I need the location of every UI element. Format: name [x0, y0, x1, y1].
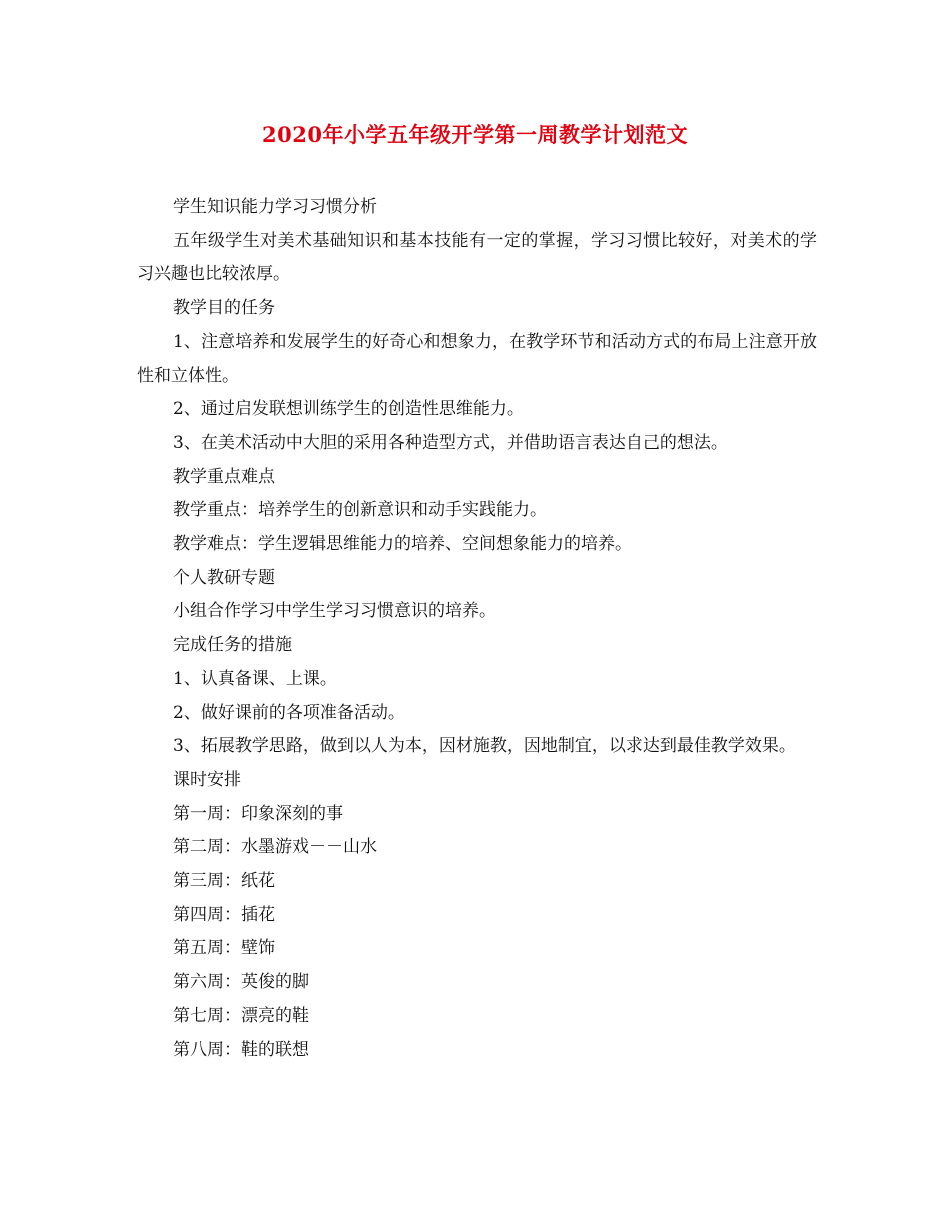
measure-item-2: 2、做好课前的各项准备活动。 — [173, 702, 405, 723]
difficult-point: 教学难点：学生逻辑思维能力的培养、空间想象能力的培养。 — [173, 534, 632, 555]
schedule-week-4: 第四周：插花 — [173, 904, 275, 925]
schedule-week-7: 第七周：漂亮的鞋 — [173, 1005, 309, 1026]
measure-item-3: 3、拓展教学思路，做到以人为本，因材施教，因地制宜，以求达到最佳教学效果。 — [173, 736, 796, 757]
key-point: 教学重点：培养学生的创新意识和动手实践能力。 — [173, 500, 547, 521]
research-topic: 小组合作学习中学生学习习惯意识的培养。 — [173, 601, 496, 622]
section-heading-schedule: 课时安排 — [173, 769, 241, 790]
section-heading-key-points: 教学重点难点 — [173, 466, 275, 487]
task-item-1: 1、注意培养和发展学生的好奇心和想象力，在教学环节和活动方式的布局上注意开放性和立体性。 — [137, 331, 817, 386]
section-heading-measures: 完成任务的措施 — [173, 635, 292, 656]
schedule-week-5: 第五周：壁饰 — [173, 938, 275, 959]
document-title: 2020年小学五年级开学第一周教学计划范文 — [262, 122, 688, 147]
measure-item-1: 1、认真备课、上课。 — [173, 668, 337, 689]
schedule-week-3: 第三周：纸花 — [173, 871, 275, 892]
document-body — [137, 191, 817, 1067]
schedule-week-1: 第一周：印象深刻的事 — [173, 803, 343, 824]
section-heading-tasks: 教学目的任务 — [173, 298, 275, 319]
schedule-week-8: 第八周：鞋的联想 — [173, 1039, 309, 1060]
schedule-week-2: 第二周：水墨游戏－－山水 — [173, 837, 377, 858]
schedule-week-6: 第六周：英俊的脚 — [173, 972, 309, 993]
section-heading-analysis: 学生知识能力学习习惯分析 — [173, 197, 377, 217]
task-item-3: 3、在美术活动中大胆的采用各种造型方式，并借助语言表达自己的想法。 — [173, 432, 728, 453]
section-heading-research: 个人教研专题 — [173, 567, 275, 588]
paragraph-analysis: 五年级学生对美术基础知识和基本技能有一定的掌握，学习习惯比较好，对美术的学习兴趣也比较浓厚。 — [137, 230, 817, 285]
task-item-2: 2、通过启发联想训练学生的创造性思维能力。 — [173, 399, 524, 420]
